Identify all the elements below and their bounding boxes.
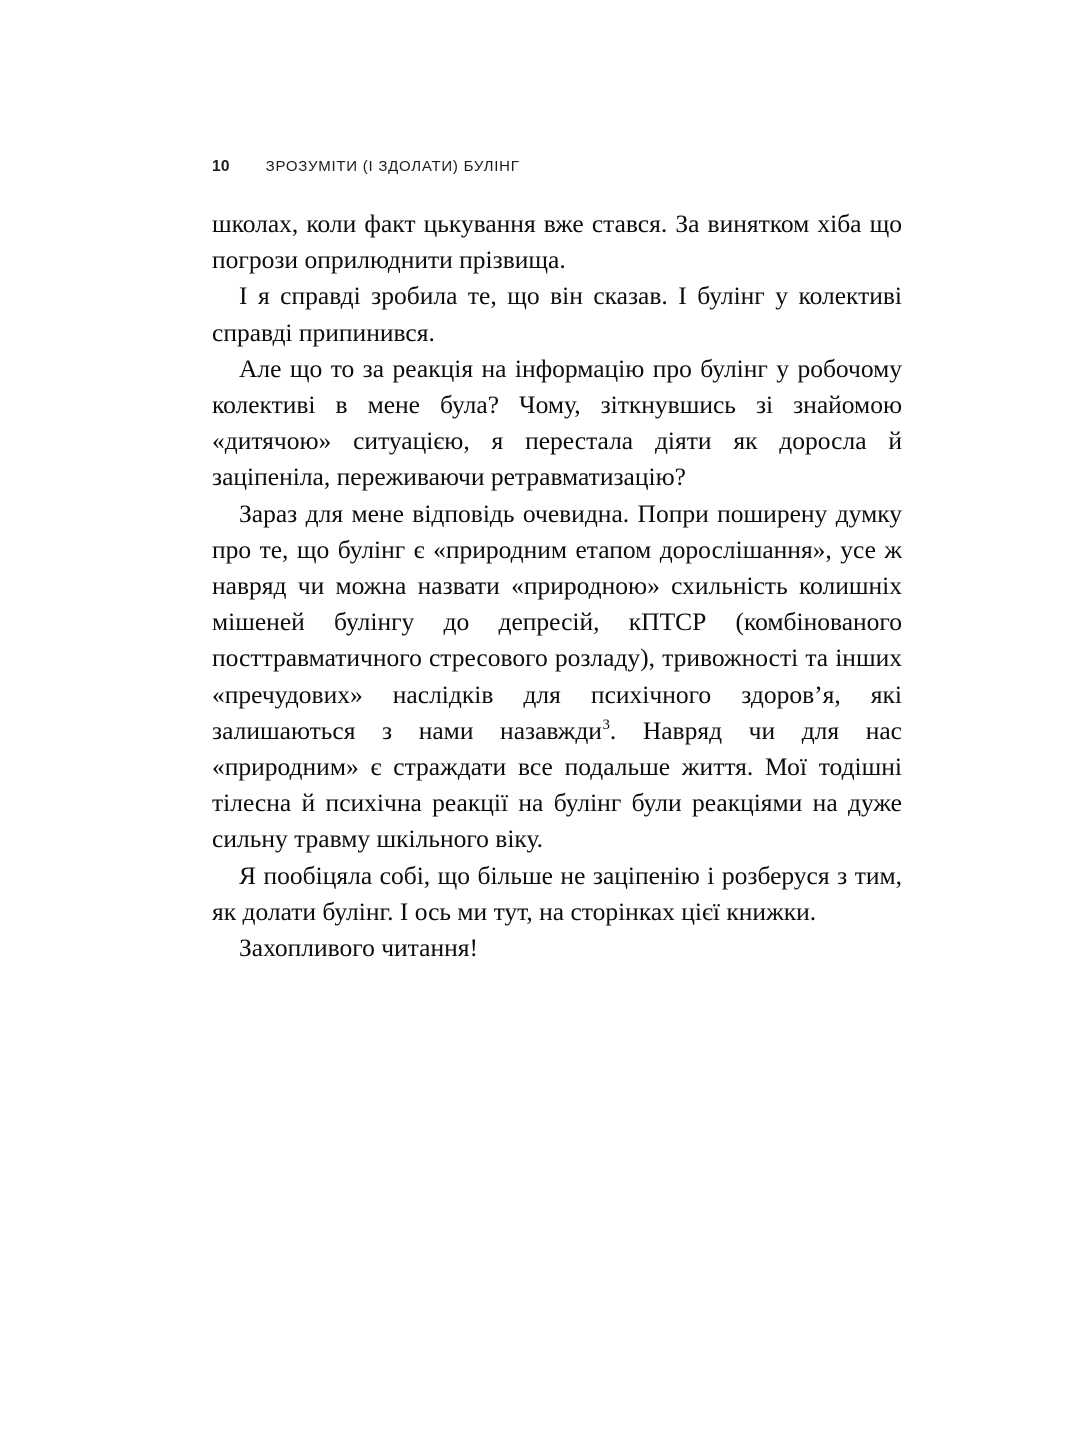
- paragraph-4-text-after-footnote: . Навряд чи для нас «природним» є страждати все подальше життя. Мої тодішні тілесна й психічна реакції на булінг були реакціями на дуже сильну травму шкільного віку.: [212, 715, 902, 854]
- page-number: 10: [212, 158, 230, 175]
- paragraph-5: Я пообіцяла собі, що більше не заціпенію і розберуся з тим, як долати булінг. І ось ми тут, на сторінках цієї книжки.: [212, 860, 902, 926]
- paragraph-2: І я справді зробила те, що він сказав. І булінг у колективі справді припинився.: [212, 281, 902, 347]
- running-head-title: ЗРОЗУМІТИ (І ЗДОЛАТИ) БУЛІНГ: [265, 158, 520, 175]
- paragraph-1: школах, коли факт цькування вже стався. За винятком хіба що погрози оприлюднити прізвища.: [212, 209, 902, 275]
- paragraph-4: [212, 496, 902, 858]
- running-head: [212, 158, 902, 176]
- paragraph-6: Захопливого читання!: [239, 933, 478, 963]
- paragraph-4-text-before-footnote: Зараз для мене відповідь очевидна. Попри поширену думку про те, що булінг є «природним етапом дорослішання», усе ж навряд чи можна назвати «природною» схильність колишніх мішеней булінгу до депресій, кПТСР (комбінованого посттравматичного стресового розладу), тривожності та інших «пречудових» наслідків для психічного здоров’я, які залишаються з нами назавжди: [212, 498, 902, 745]
- body-text-block: [212, 206, 902, 966]
- paragraph-3: Але що то за реакція на інформацію про булінг у робочому колективі в мене була? Чому, зіткнувшись зі знайомою «дитячою» ситуацією, я перестала діяти як доросла й заціпеніла, переживаючи ретравматизацію?: [212, 353, 902, 492]
- footnote-reference-marker[interactable]: 3: [602, 717, 610, 734]
